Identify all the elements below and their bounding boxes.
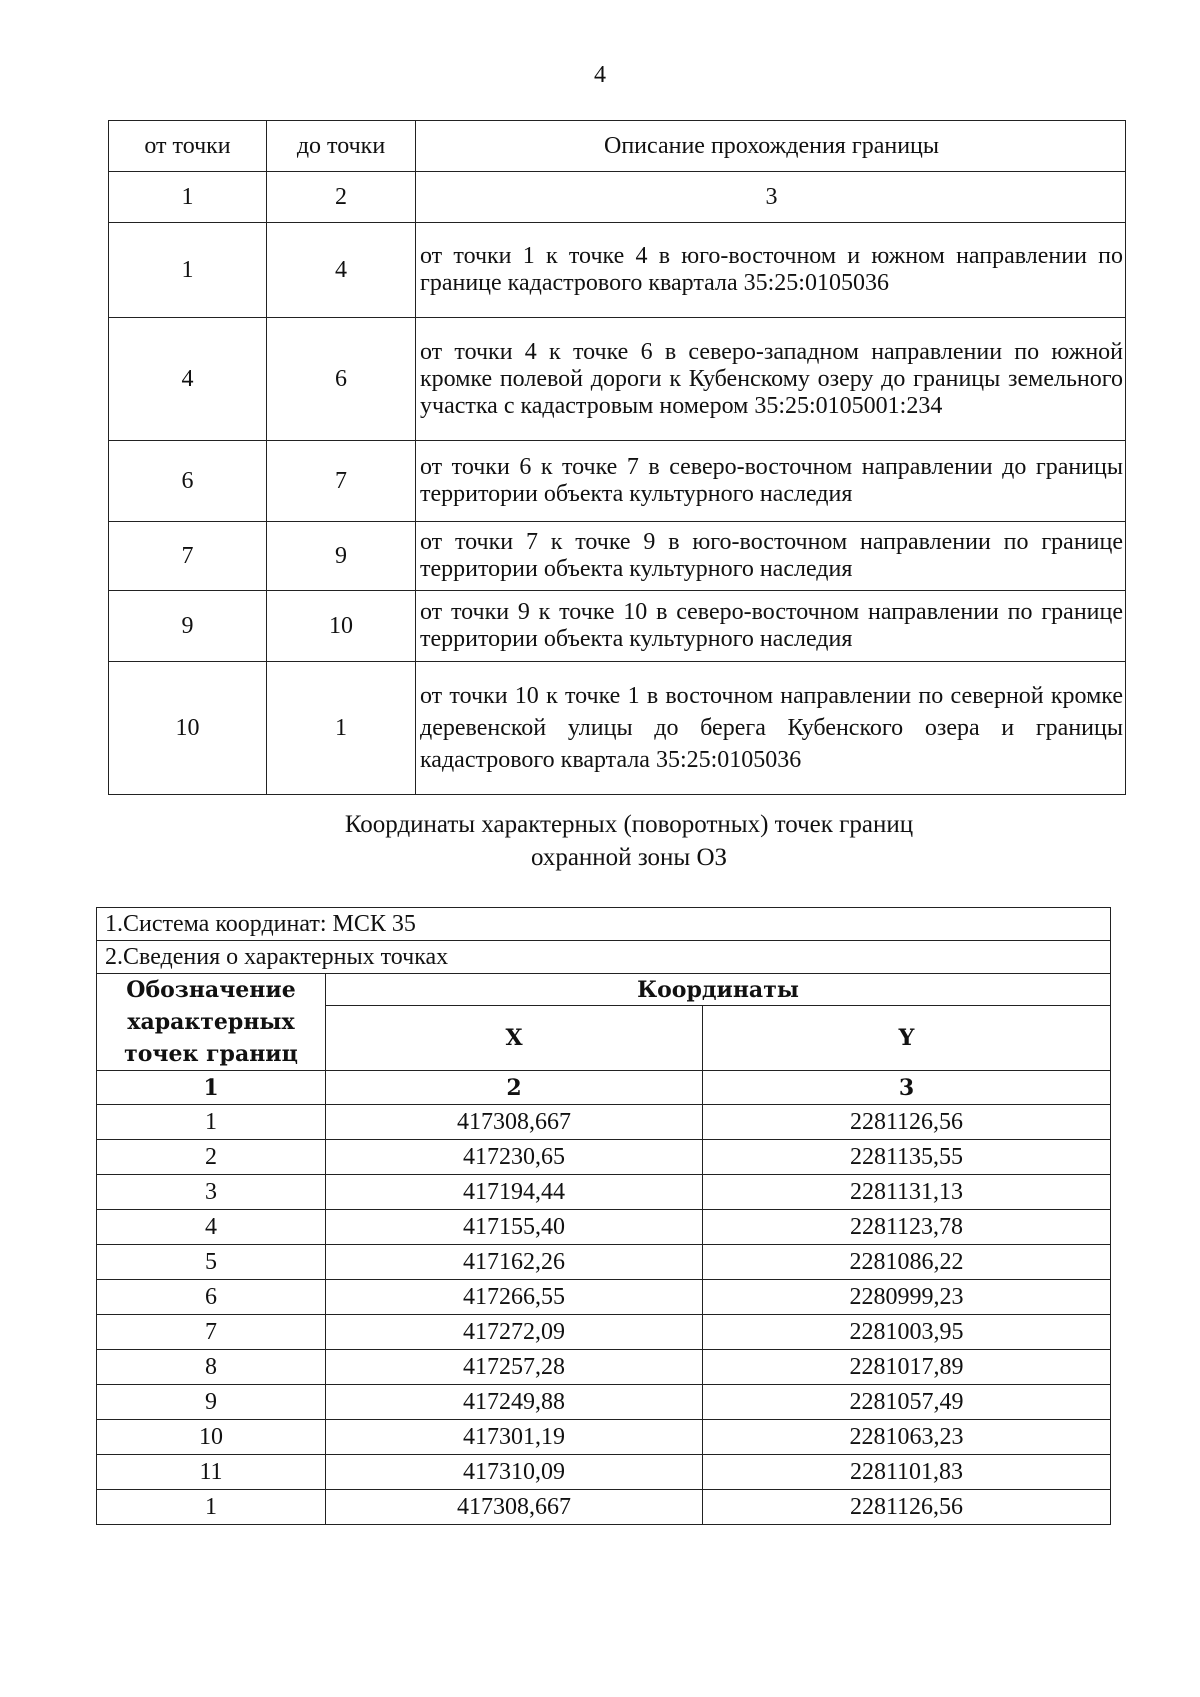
column-number: 3	[703, 1071, 1111, 1105]
coord-y: 2281086,22	[703, 1245, 1111, 1280]
column-number: 3	[416, 172, 1126, 223]
caption-line: Координаты характерных (поворотных) точек границ	[344, 811, 914, 838]
table-row	[97, 1315, 1111, 1350]
table-header-row	[109, 121, 1126, 172]
section-caption	[0, 808, 1200, 874]
segment-description: от точки 7 к точке 9 в юго-восточном направлении по границе территории объекта культурного наследия	[416, 522, 1126, 591]
from-point: 1	[109, 223, 267, 318]
point-id: 6	[97, 1280, 326, 1315]
coord-y: 2281017,89	[703, 1350, 1111, 1385]
table-row	[109, 591, 1126, 662]
to-point: 9	[267, 522, 416, 591]
to-point: 4	[267, 223, 416, 318]
coord-x: 417310,09	[326, 1455, 703, 1490]
point-id: 4	[97, 1210, 326, 1245]
coordinates-table	[96, 907, 1111, 1525]
header-to-point: до точки	[267, 121, 416, 172]
table-row	[97, 1350, 1111, 1385]
from-point: 9	[109, 591, 267, 662]
segment-description: от точки 10 к точке 1 в восточном направлении по северной кромке деревенской улицы до берега Кубенского озера и границы кадастрового квартала 35:25:0105036	[416, 662, 1126, 795]
table-row	[97, 1280, 1111, 1315]
page-number: 4	[594, 62, 606, 88]
coordinate-system: 1.Система координат: МСК 35	[97, 908, 1111, 941]
column-number: 2	[326, 1071, 703, 1105]
point-id: 10	[97, 1420, 326, 1455]
point-id: 7	[97, 1315, 326, 1350]
segment-description: от точки 4 к точке 6 в северо-западном направлении по южной кромке полевой дороги к Кубенскому озеру до границы земельного участка с кадастровым номером 35:25:0105001:234	[416, 318, 1126, 441]
coord-y: 2281126,56	[703, 1105, 1111, 1140]
caption-line: охранной зоны ОЗ	[530, 844, 728, 871]
coord-y: 2281123,78	[703, 1210, 1111, 1245]
to-point: 10	[267, 591, 416, 662]
table-row	[97, 1105, 1111, 1140]
coord-x: 417308,667	[326, 1490, 703, 1525]
from-point: 7	[109, 522, 267, 591]
table-row	[97, 1210, 1111, 1245]
table-row	[109, 441, 1126, 522]
points-info: 2.Сведения о характерных точках	[97, 941, 1111, 974]
from-point: 10	[109, 662, 267, 795]
table-row	[97, 1140, 1111, 1175]
table-row	[109, 318, 1126, 441]
to-point: 1	[267, 662, 416, 795]
point-id: 3	[97, 1175, 326, 1210]
boundary-description-table	[108, 120, 1126, 795]
table-row	[97, 1455, 1111, 1490]
coord-x: 417272,09	[326, 1315, 703, 1350]
coord-y: 2281057,49	[703, 1385, 1111, 1420]
table-row	[109, 662, 1126, 795]
coord-x: 417266,55	[326, 1280, 703, 1315]
coord-x: 417230,65	[326, 1140, 703, 1175]
header-coordinates: Координаты	[326, 974, 1111, 1006]
coord-y: 2281126,56	[703, 1490, 1111, 1525]
column-number: 2	[267, 172, 416, 223]
from-point: 4	[109, 318, 267, 441]
table-row	[97, 1385, 1111, 1420]
table-header-row	[97, 974, 1111, 1006]
coord-x: 417162,26	[326, 1245, 703, 1280]
header-point-designation: Обозначение характерных точек границ	[97, 974, 326, 1071]
header-description: Описание прохождения границы	[416, 121, 1126, 172]
point-id: 11	[97, 1455, 326, 1490]
coord-y: 2281131,13	[703, 1175, 1111, 1210]
table-row	[97, 1245, 1111, 1280]
table-row	[97, 1175, 1111, 1210]
header-x: X	[326, 1006, 703, 1071]
coord-x: 417194,44	[326, 1175, 703, 1210]
coord-y: 2280999,23	[703, 1280, 1111, 1315]
point-id: 5	[97, 1245, 326, 1280]
to-point: 6	[267, 318, 416, 441]
coord-y: 2281135,55	[703, 1140, 1111, 1175]
coord-y: 2281063,23	[703, 1420, 1111, 1455]
segment-description: от точки 1 к точке 4 в юго-восточном и южном направлении по границе кадастрового квартала 35:25:0105036	[416, 223, 1126, 318]
column-number: 1	[109, 172, 267, 223]
segment-description: от точки 9 к точке 10 в северо-восточном направлении по границе территории объекта культурного наследия	[416, 591, 1126, 662]
header-y: Y	[703, 1006, 1111, 1071]
table-row	[109, 522, 1126, 591]
coord-x: 417301,19	[326, 1420, 703, 1455]
points-info-row	[97, 941, 1111, 974]
point-id: 1	[97, 1490, 326, 1525]
point-id: 9	[97, 1385, 326, 1420]
table-row	[109, 223, 1126, 318]
point-id: 2	[97, 1140, 326, 1175]
table-row	[97, 1420, 1111, 1455]
segment-description: от точки 6 к точке 7 в северо-восточном направлении до границы территории объекта культурного наследия	[416, 441, 1126, 522]
to-point: 7	[267, 441, 416, 522]
column-number: 1	[97, 1071, 326, 1105]
point-id: 8	[97, 1350, 326, 1385]
coord-x: 417155,40	[326, 1210, 703, 1245]
from-point: 6	[109, 441, 267, 522]
coord-y: 2281003,95	[703, 1315, 1111, 1350]
coord-x: 417308,667	[326, 1105, 703, 1140]
coordinate-system-row	[97, 908, 1111, 941]
table-row	[97, 1490, 1111, 1525]
column-number-row	[109, 172, 1126, 223]
coord-x: 417257,28	[326, 1350, 703, 1385]
point-id: 1	[97, 1105, 326, 1140]
points-body	[97, 1105, 1111, 1525]
coord-x: 417249,88	[326, 1385, 703, 1420]
coord-y: 2281101,83	[703, 1455, 1111, 1490]
header-from-point: от точки	[109, 121, 267, 172]
column-number-row	[97, 1071, 1111, 1105]
